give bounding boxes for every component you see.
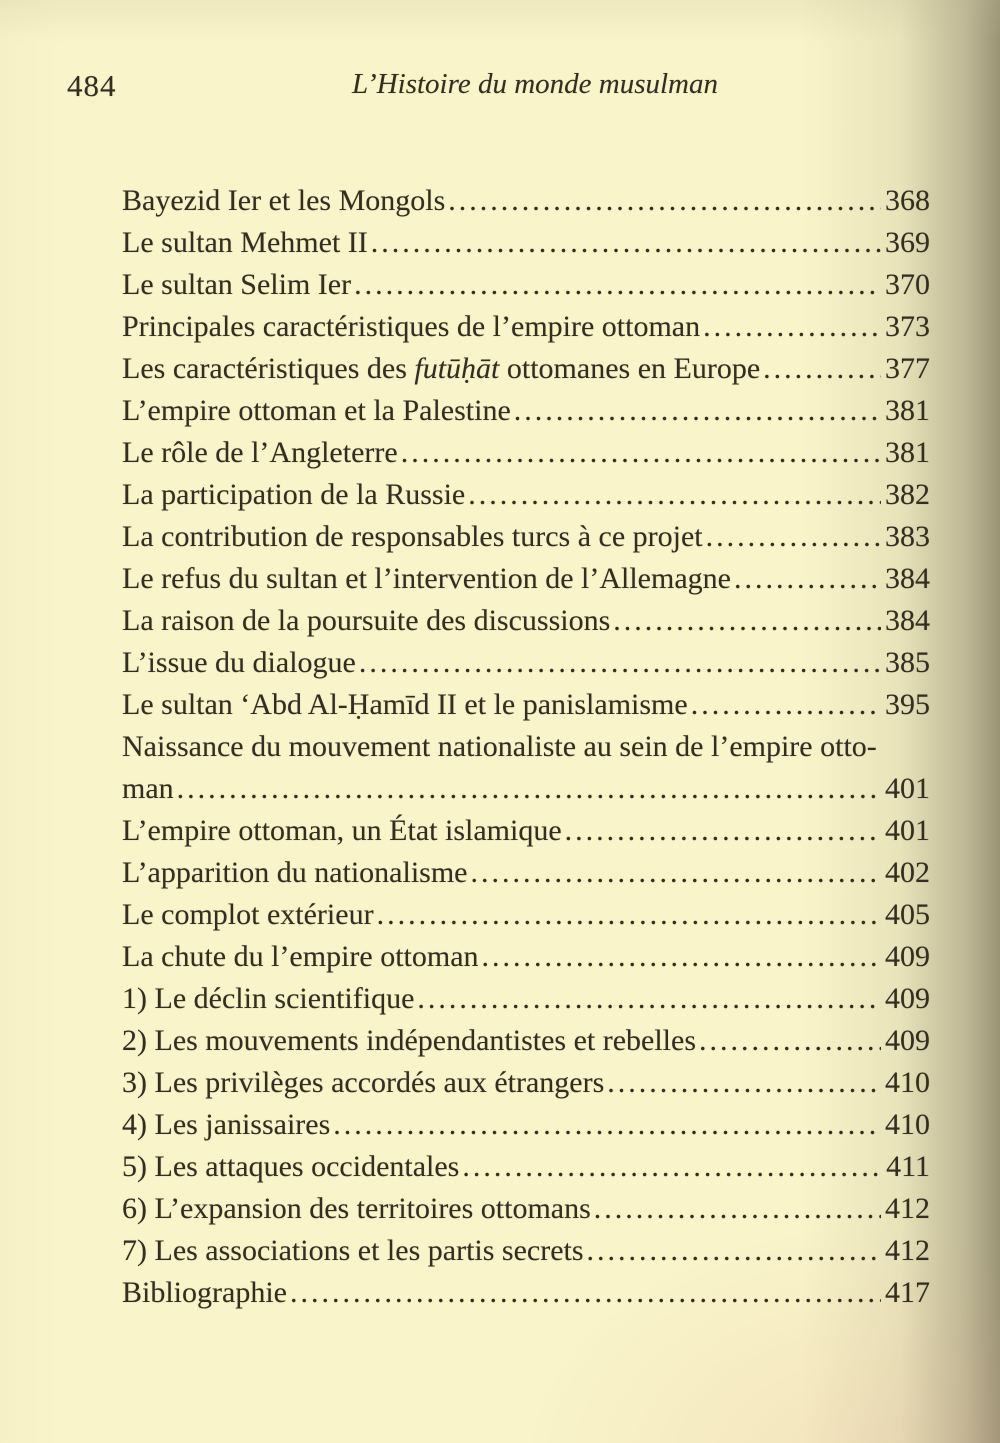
toc-entry [122, 810, 930, 852]
toc-entry-title: Le sultan Mehmet II [122, 226, 368, 259]
toc-leader-dots [699, 1020, 881, 1062]
toc-entry-title: 7) Les associations et les partis secrets [122, 1234, 584, 1267]
toc-entry [122, 894, 930, 936]
toc-entry-title: 5) Les attaques occidentales [122, 1150, 460, 1183]
toc-entry-title: Le refus du sultan et l’intervention de l’Allemagne [122, 562, 731, 595]
toc-leader-dots [359, 642, 881, 684]
toc-entry-page: 377 [885, 352, 930, 385]
toc-entry [122, 180, 930, 222]
toc-entry-page: 384 [885, 562, 930, 595]
toc-entry-page: 411 [886, 1150, 930, 1183]
toc-entry-title: Le rôle de l’Angleterre [122, 436, 398, 469]
toc-entry-page: 368 [885, 184, 930, 217]
toc-entry [122, 222, 930, 264]
toc-entry [122, 390, 930, 432]
toc-leader-dots [734, 558, 881, 600]
toc-leader-dots [371, 222, 881, 264]
toc-leader-dots [482, 936, 881, 978]
toc-entry-title: La raison de la poursuite des discussions [122, 604, 611, 637]
toc-entry-title: Les caractéristiques des futūḥāt ottomanes en Europe [122, 352, 761, 385]
toc-entry-title: Le sultan ‘Abd Al-Ḥamīd II et le panislamisme [122, 688, 688, 721]
toc-entry [122, 852, 930, 894]
toc-entry-page: 409 [885, 1024, 930, 1057]
toc-entry-title: 1) Le déclin scientifique [122, 982, 415, 1015]
toc-entry-page: 401 [885, 814, 930, 847]
toc-entry [122, 936, 930, 978]
toc-entry-title: 6) L’expansion des territoires ottomans [122, 1192, 591, 1225]
toc-entry [122, 978, 930, 1020]
toc-leader-dots [691, 684, 881, 726]
toc-entry [122, 1146, 930, 1188]
toc-leader-dots [417, 978, 881, 1020]
toc-entry-page: 417 [885, 1276, 930, 1309]
toc-entry-title: La contribution de responsables turcs à ce projet [122, 520, 703, 553]
toc-entry [122, 1188, 930, 1230]
running-header: L’Histoire du monde musulman [352, 68, 718, 100]
toc-entry [122, 684, 930, 726]
toc-entry [122, 600, 930, 642]
toc-entry-title: Bibliographie [122, 1276, 287, 1309]
toc-entry-page: 381 [885, 436, 930, 469]
toc-entry-page: 382 [885, 478, 930, 511]
toc-entry-title: Naissance du mouvement nationaliste au sein de l’empire otto- [122, 730, 877, 763]
toc-leader-dots [177, 768, 881, 810]
toc-entry [122, 768, 930, 810]
toc-entry [122, 1062, 930, 1104]
toc-entry [122, 432, 930, 474]
toc-leader-dots [462, 1146, 882, 1188]
toc-entry-title: L’empire ottoman, un État islamique [122, 814, 562, 847]
toc-entry-page: 409 [885, 940, 930, 973]
toc-entry [122, 726, 930, 768]
toc-entry-page: 405 [885, 898, 930, 931]
toc-entry-page: 401 [885, 772, 930, 805]
toc-entry-title: man [122, 772, 174, 805]
toc-entry [122, 1104, 930, 1146]
toc-entry-title: La participation de la Russie [122, 478, 466, 511]
toc-entry-page: 409 [885, 982, 930, 1015]
toc-leader-dots [587, 1230, 881, 1272]
toc-entry-page: 412 [885, 1192, 930, 1225]
toc-leader-dots [470, 852, 881, 894]
toc-entry-page: 410 [885, 1108, 930, 1141]
toc-leader-dots [333, 1104, 881, 1146]
toc-entry-title: L’issue du dialogue [122, 646, 356, 679]
toc-entry-page: 412 [885, 1234, 930, 1267]
toc-leader-dots [594, 1188, 881, 1230]
toc-leader-dots [448, 180, 881, 222]
toc-leader-dots [703, 306, 881, 348]
toc-entry-page: 410 [885, 1066, 930, 1099]
toc-entry [122, 1272, 930, 1314]
toc-entry [122, 1020, 930, 1062]
toc-leader-dots [763, 348, 881, 390]
toc-entry [122, 1230, 930, 1272]
toc-entry [122, 348, 930, 390]
toc-entry-title: 2) Les mouvements indépendantistes et rebelles [122, 1024, 696, 1057]
toc-entry-page: 381 [885, 394, 930, 427]
toc-entry [122, 306, 930, 348]
toc-entry-title: L’apparition du nationalisme [122, 856, 468, 889]
toc-entry-title: Le sultan Selim Ier [122, 268, 352, 301]
toc-entry-page: 384 [885, 604, 930, 637]
toc-entry-page: 402 [885, 856, 930, 889]
toc-list [122, 180, 930, 1314]
toc-leader-dots [514, 390, 881, 432]
toc-entry-page: 369 [885, 226, 930, 259]
toc-entry [122, 264, 930, 306]
toc-entry [122, 642, 930, 684]
toc-leader-dots [613, 600, 881, 642]
toc-entry [122, 558, 930, 600]
toc-entry-title: 3) Les privilèges accordés aux étrangers [122, 1066, 605, 1099]
toc-leader-dots [290, 1272, 881, 1314]
toc-entry-page: 370 [885, 268, 930, 301]
toc-entry-page: 383 [885, 520, 930, 553]
toc-leader-dots [401, 432, 881, 474]
toc-leader-dots [468, 474, 881, 516]
toc-leader-dots [607, 1062, 881, 1104]
toc-entry-page: 385 [885, 646, 930, 679]
toc-entry-page: 373 [885, 310, 930, 343]
toc-entry-page: 395 [885, 688, 930, 721]
toc-entry-title: L’empire ottoman et la Palestine [122, 394, 511, 427]
toc-entry [122, 516, 930, 558]
toc-entry-title: Le complot extérieur [122, 898, 374, 931]
page-number: 484 [67, 68, 117, 103]
toc-leader-dots [706, 516, 881, 558]
toc-entry [122, 474, 930, 516]
toc-entry-title: Bayezid Ier et les Mongols [122, 184, 446, 217]
toc-leader-dots [377, 894, 881, 936]
toc-leader-dots [565, 810, 881, 852]
toc-entry-title: Principales caractéristiques de l’empire ottoman [122, 310, 701, 343]
toc-entry-title: 4) Les janissaires [122, 1108, 331, 1141]
toc-entry-title: La chute du l’empire ottoman [122, 940, 479, 973]
toc-leader-dots [354, 264, 881, 306]
